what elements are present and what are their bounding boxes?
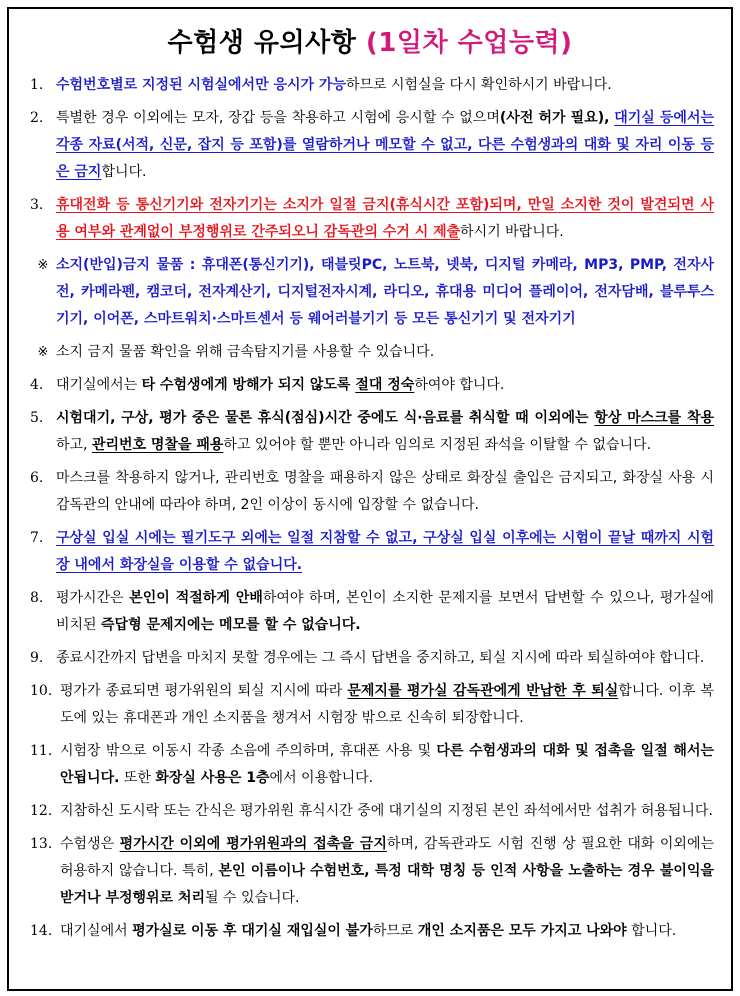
notice-item-6: 6. 마스크를 착용하지 않거나, 관리번호 명찰을 패용하지 않은 상태로 화장실 출입은 금지되고, 화장실 사용 시 감독관의 안내에 따라야 하며, 2인 이상이 동시에 입장할 수 없습니다. [30, 470, 714, 513]
notice-item-12: 12. 지참하신 도시락 또는 간식은 평가위원 휴식시간 중에 대기실의 지정된 본인 좌석에서만 섭취가 허용됩니다. [30, 803, 713, 819]
notice-item-11: 11. 시험장 밖으로 이동시 각종 소음에 주의하며, 휴대폰 사용 및 다른 수험생과의 대화 및 접촉을 일절 해서는 안됩니다. 또한 화장실 사용은 1층에서 이용합니다. [30, 743, 714, 786]
notice-list [30, 72, 714, 951]
notice-item-14: 14. 대기실에서 평가실로 이동 후 대기실 재입실이 불가하므로 개인 소지품은 모두 가지고 나와야 합니다. [30, 923, 677, 939]
notice-item-9: 9. 종료시간까지 답변을 마치지 못할 경우에는 그 즉시 답변을 중지하고, 퇴실 지시에 따라 퇴실하여야 합니다. [30, 650, 705, 666]
notice-item-1: 1. 수험번호별로 지정된 시험실에서만 응시가 가능하므로 시험실을 다시 확인하시기 바랍니다. [30, 77, 612, 93]
notice-item-2: 2. 특별한 경우 이외에는 모자, 장갑 등을 착용하고 시험에 응시할 수 없으며(사전 허가 필요), 대기실 등에서는 각종 자료(서적, 신문, 잡지 등 포함)를 열람하거나 메모할 수 없고, 다른 수험생과의 대화 및 자리 이동 등은 금지합니다. [30, 110, 715, 180]
notice-item-4: 4. 대기실에서는 타 수험생에게 방해가 되지 않도록 절대 정숙하여야 합니다. [30, 377, 505, 393]
notice-item-13: 13. 수험생은 평가시간 이외에 평가위원과의 접촉을 금지하며, 감독관과도 시험 진행 상 필요한 대화 이외에는 허용하지 않습니다. 특히, 본인 이름이나 수험번호, 특정 대학 명칭 등 인적 사항을 노출하는 경우 불이익을 받거나 부정행위로 처리될 수 있습니다. [30, 836, 714, 906]
notice-item-7: 7. 구상실 입실 시에는 필기도구 외에는 일절 지참할 수 없고, 구상실 입실 이후에는 시험이 끝날 때까지 시험장 내에서 화장실을 이용할 수 없습니다. [30, 530, 714, 573]
notice-item-3: 3. 휴대전화 등 통신기기와 전자기기는 소지가 일절 금지(휴식시간 포함)되며, 만일 소지한 것이 발견되면 사용 여부와 관계없이 부정행위로 간주되오니 감독관의 수거 시 제출하시기 바랍니다. [30, 197, 714, 240]
title-main: 수험생 유의사항 [167, 28, 357, 58]
page-title [0, 22, 740, 59]
title-sub: (1일차 수업능력) [365, 28, 573, 58]
metal-detector-note: ※ 소지 금지 물품 확인을 위해 금속탐지기를 사용할 수 있습니다. [37, 344, 435, 360]
notice-item-5: 5. 시험대기, 구상, 평가 중은 물론 휴식(점심)시간 중에도 식·음료를 취식할 때 이외에는 항상 마스크를 착용하고, 관리번호 명찰을 패용하고 있어야 할 뿐만 아니라 임의로 지정된 좌석을 이탈할 수 없습니다. [30, 410, 714, 453]
prohibited-items-note: ※ 소지(반입)금지 물품 : 휴대폰(통신기기), 태블릿PC, 노트북, 넷북, 디지털 카메라, MP3, PMP, 전자사전, 카메라펜, 캠코더, 전자계산기, 디지털전자시계, 라디오, 휴대용 미디어 플레이어, 전자담배, 블루투스기기, 이어폰, 스마트워치·스마트센서 등 웨어러블기기 등 모든 통신기기 및 전자기기 [37, 257, 714, 327]
notice-item-8: 8. 평가시간은 본인이 적절하게 안배하여야 하며, 본인이 소지한 문제지를 보면서 답변할 수 있으나, 평가실에 비치된 즉답형 문제지에는 메모를 할 수 없습니다. [30, 590, 714, 633]
notice-item-10: 10. 평가가 종료되면 평가위원의 퇴실 지시에 따라 문제지를 평가실 감독관에게 반납한 후 퇴실합니다. 이후 복도에 있는 휴대폰과 개인 소지품을 챙겨서 시험장 밖으로 신속히 퇴장합니다. [30, 683, 714, 726]
